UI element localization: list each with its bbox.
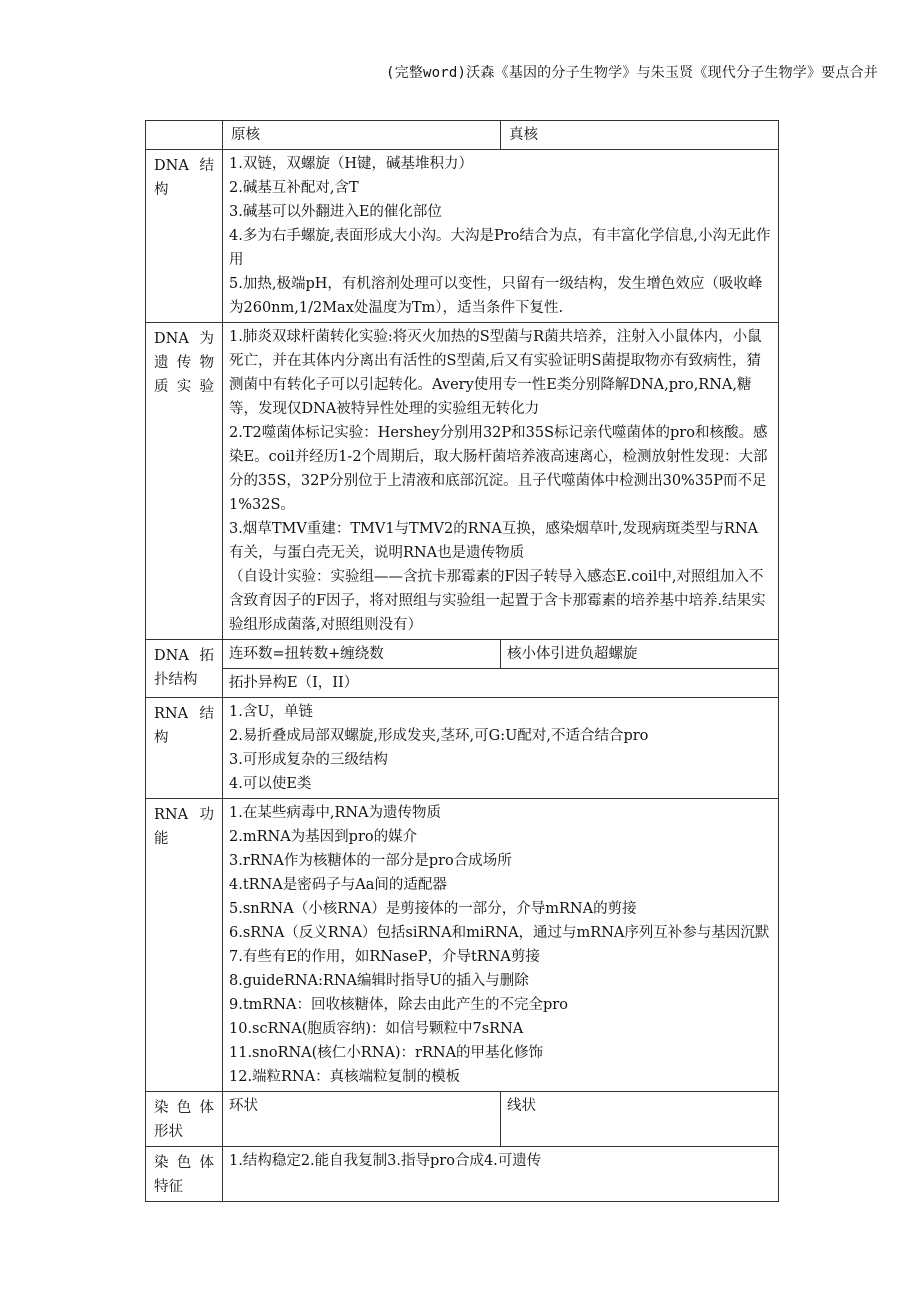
row-label-dna-topology: DNA 拓 扑结构 [146,640,223,698]
column-header-prokaryote: 原核 [223,121,501,150]
list-item: 6.sRNA（反义RNA）包括siRNA和miRNA，通过与mRNA序列互补参与基因沉默 [229,925,770,941]
list-item: 2.T2噬菌体标记实验：Hershey分别用32P和35S标记亲代噬菌体的pro和核酸。感染E。coil并经历1-2个周期后，取大肠杆菌培养液高速离心，检测放射性发现：大部分的35S，32P分别位于上清液和底部沉淀。且子代噬菌体中检测出30%35P而不足1%32S。 [229,425,768,513]
table-row-chromosome-shape [146,1092,779,1147]
table-row-dna-genetic [146,323,779,640]
list-item: 1.含U，单链 [229,704,314,720]
table-row-chromosome-features [146,1147,779,1202]
chromosome-shape-eukaryote: 线状 [501,1092,779,1147]
list-item: 8.guideRNA:RNA编辑时指导U的插入与删除 [229,973,529,989]
chromosome-features-content: 1.结构稳定2.能自我复制3.指导pro合成4.可遗传 [223,1147,779,1202]
dna-structure-content [223,150,779,323]
list-item: （自设计实验：实验组——含抗卡那霉素的F因子转导入感态E.coil中,对照组加入不含致育因子的F因子，将对照组与实验组一起置于含卡那霉素的培养基中培养.结果实验组形成菌落,对照组则没有） [229,569,766,633]
list-item: 7.有些有E的作用，如RNaseP，介导tRNA剪接 [229,949,540,965]
table-row-dna-structure [146,150,779,323]
list-item: 4.多为右手螺旋,表面形成大小沟。大沟是Pro结合为点，有丰富化学信息,小沟无此作用 [229,228,771,268]
list-item: 5.加热,极端pH，有机溶剂处理可以变性，只留有一级结构，发生增色效应（吸收峰为260nm,1/2Max处温度为Tm），适当条件下复性. [229,276,763,316]
table-row-rna-structure [146,698,779,799]
comparison-table [145,120,779,1202]
list-item: 9.tmRNA：回收核糖体，除去由此产生的不完全pro [229,997,568,1013]
list-item: 1.肺炎双球杆菌转化实验:将灭火加热的S型菌与R菌共培养，注射入小鼠体内，小鼠死亡，并在其体内分离出有活性的S型菌,后又有实验证明S菌提取物亦有致病性，猜测菌中有转化子可以引起转化。Avery使用专一性E类分别降解DNA,pro,RNA,糖等，发现仅DNA被特异性处理的实验组无转化力 [229,329,762,417]
table-row-dna-topology-1 [146,640,779,669]
list-item: 12.端粒RNA：真核端粒复制的模板 [229,1069,461,1085]
row-label-rna-function: RNA 功 能 [146,799,223,1092]
list-item: 3.可形成复杂的三级结构 [229,752,388,768]
list-item: 3.碱基可以外翻进入E的催化部位 [229,204,442,220]
dna-topology-prokaryote: 连环数=扭转数+缠绕数 [223,640,501,669]
page-header: (完整word)沃森《基因的分子生物学》与朱玉贤《现代分子生物学》要点合并 [386,65,878,81]
list-item: 1.双链，双螺旋（H键，碱基堆积力） [229,156,473,172]
row-label-chromosome-features: 染色体 特征 [146,1147,223,1202]
table-row-dna-topology-2 [146,669,779,698]
list-item: 2.碱基互补配对,含T [229,180,359,196]
header-empty-cell [146,121,223,150]
list-item: 10.scRNA(胞质容纳)：如信号颗粒中7sRNA [229,1021,524,1037]
row-label-dna-structure: DNA 结 构 [146,150,223,323]
rna-structure-content [223,698,779,799]
list-item: 2.易折叠成局部双螺旋,形成发夹,茎环,可G:U配对,不适合结合pro [229,728,649,744]
list-item: 11.snoRNA(核仁小RNA)：rRNA的甲基化修饰 [229,1045,544,1061]
table-header-row [146,121,779,150]
column-header-eukaryote: 真核 [501,121,779,150]
table-row-rna-function [146,799,779,1092]
list-item: 4.tRNA是密码子与Aa间的适配器 [229,877,447,893]
rna-function-content [223,799,779,1092]
list-item: 3.rRNA作为核糖体的一部分是pro合成场所 [229,853,512,869]
list-item: 5.snRNA（小核RNA）是剪接体的一部分，介导mRNA的剪接 [229,901,637,917]
dna-topology-enzyme: 拓扑异构E（I，II） [223,669,779,698]
list-item: 2.mRNA为基因到pro的媒介 [229,829,418,845]
row-label-rna-structure: RNA 结 构 [146,698,223,799]
list-item: 1.在某些病毒中,RNA为遗传物质 [229,805,442,821]
row-label-dna-genetic: DNA 为 遗传物 质实验 [146,323,223,640]
dna-topology-eukaryote: 核小体引进负超螺旋 [501,640,779,669]
list-item: 4.可以使E类 [229,776,312,792]
chromosome-shape-prokaryote: 环状 [223,1092,501,1147]
list-item: 3.烟草TMV重建：TMV1与TMV2的RNA互换，感染烟草叶,发现病斑类型与RNA有关，与蛋白壳无关，说明RNA也是遗传物质 [229,521,759,561]
row-label-chromosome-shape: 染色体 形状 [146,1092,223,1147]
dna-genetic-content [223,323,779,640]
